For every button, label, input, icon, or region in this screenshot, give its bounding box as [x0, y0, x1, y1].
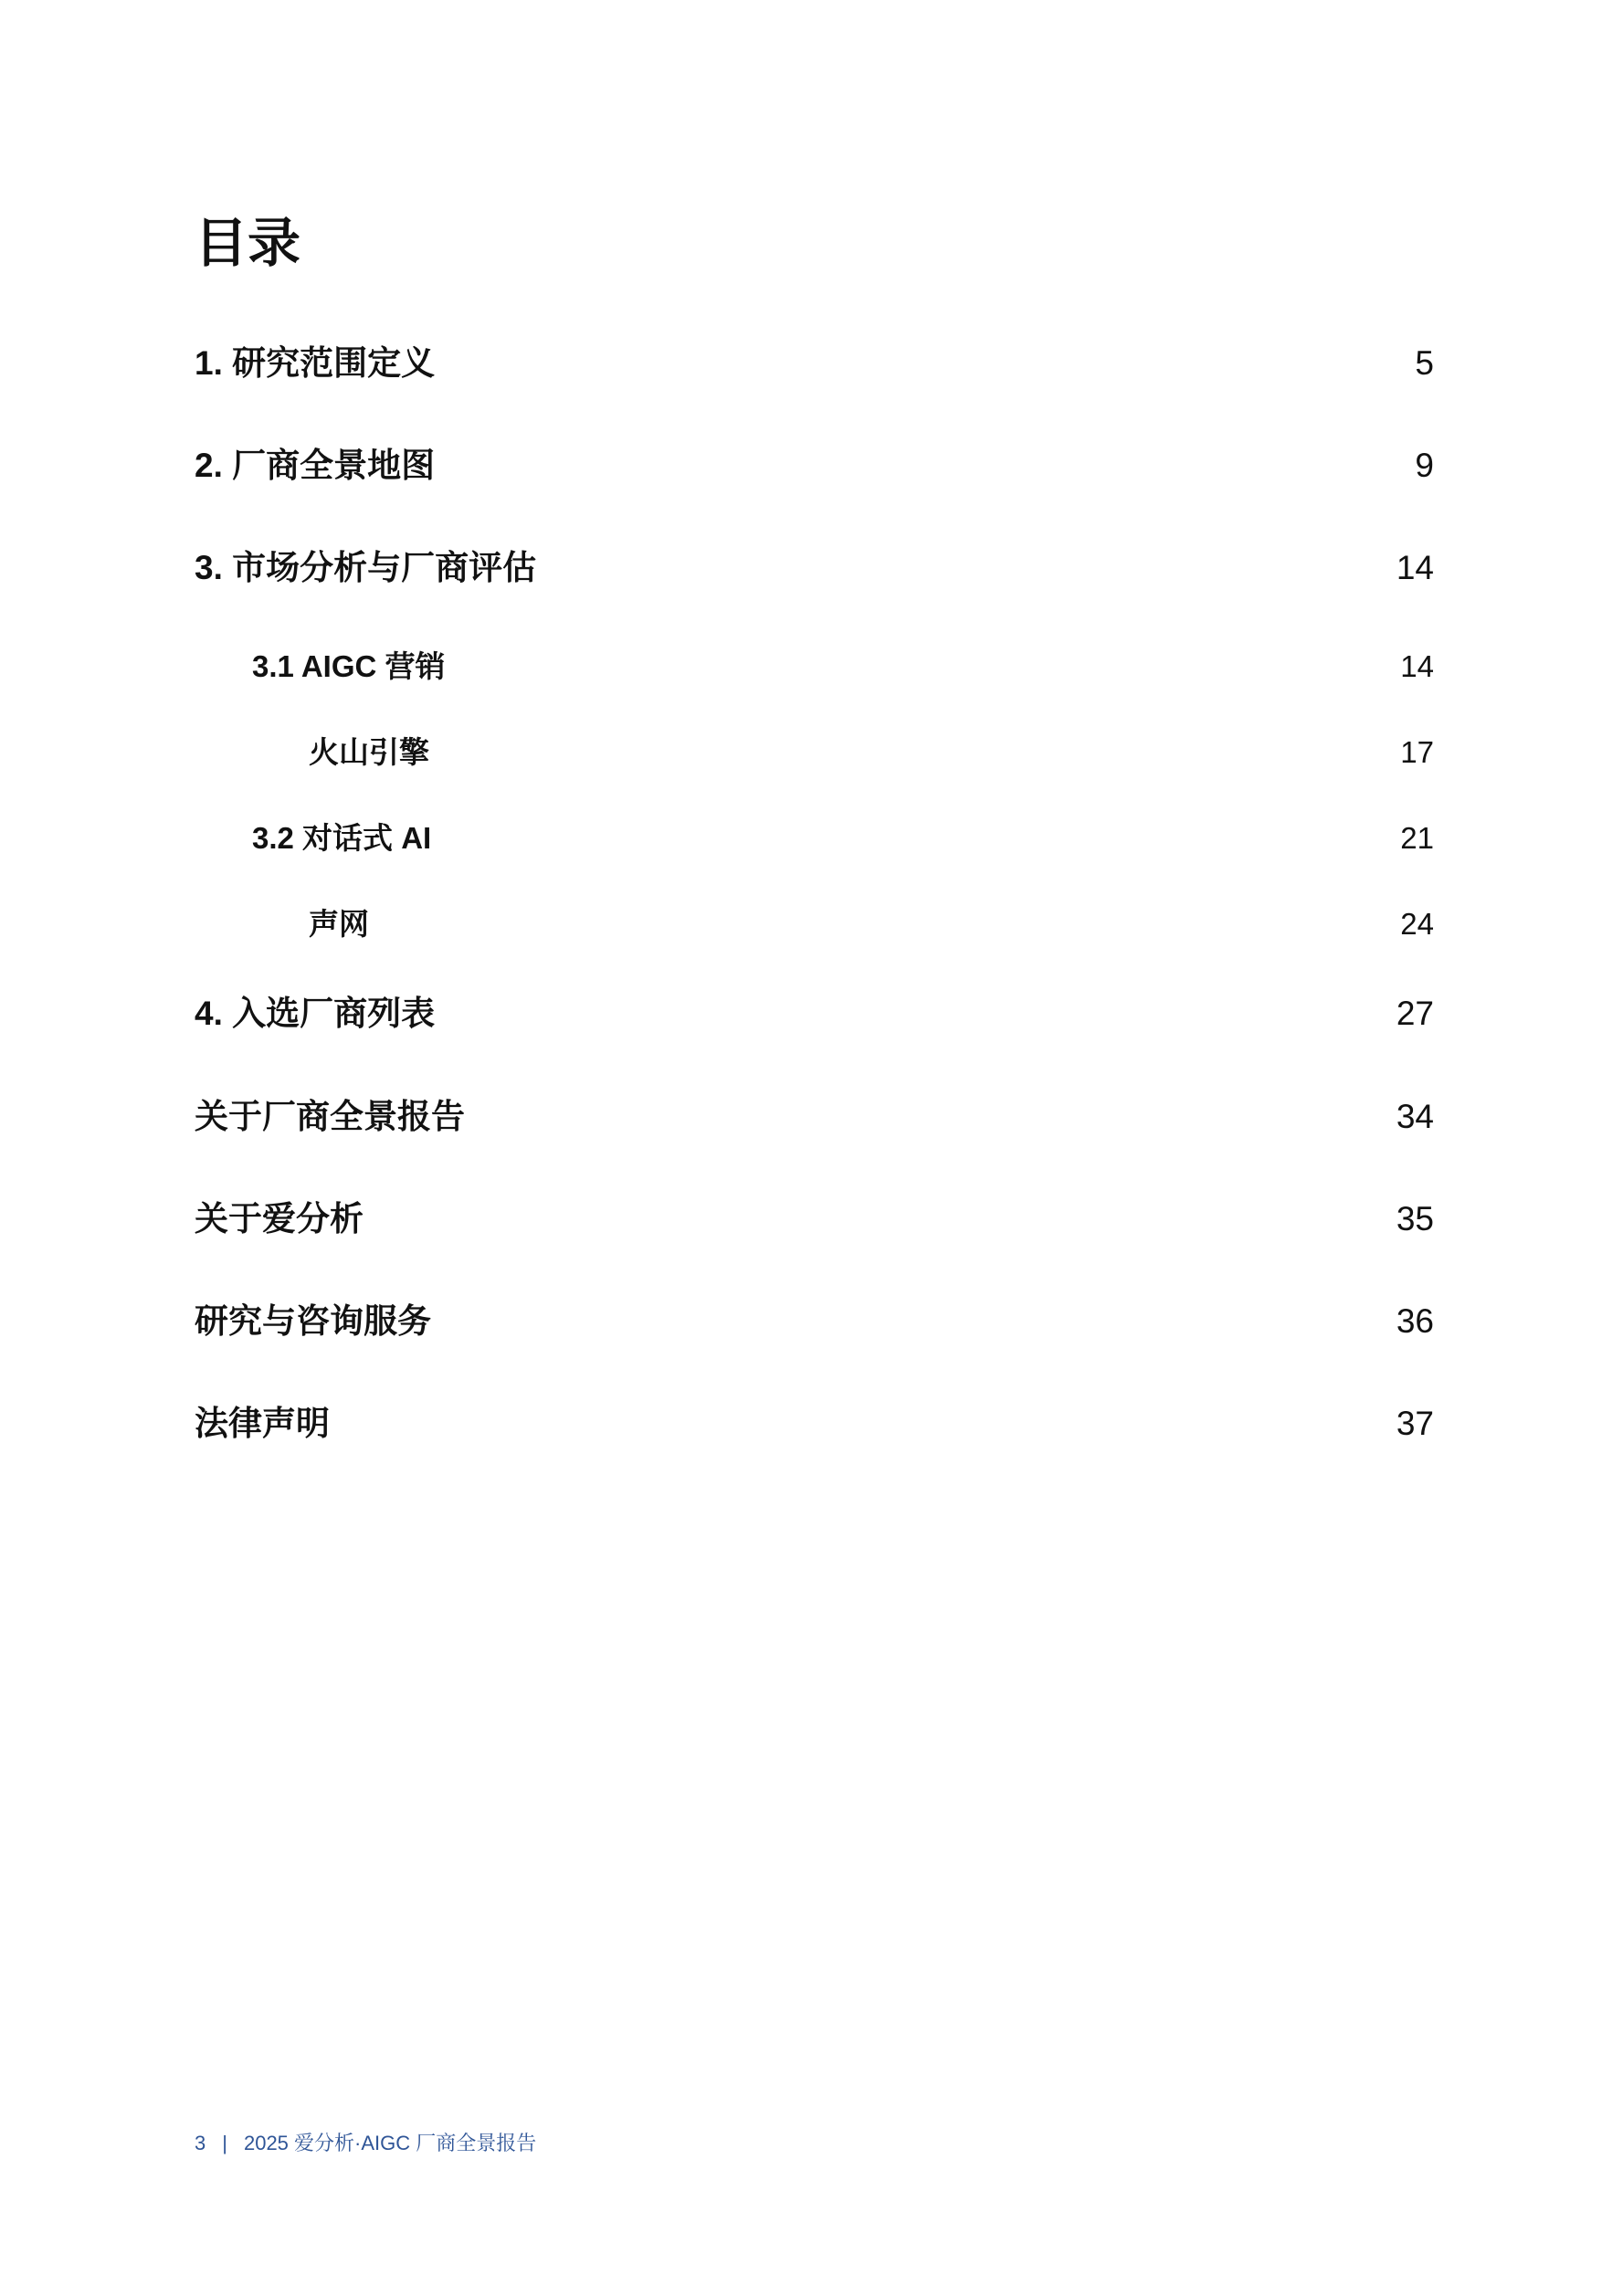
toc-entry-label: 3.2 对话式 AI	[252, 821, 432, 855]
toc-entry-about-report[interactable]	[0, 1090, 1623, 1144]
toc-entry-research-scope[interactable]	[0, 336, 1623, 391]
toc-entry-label: 法律声明	[195, 1405, 330, 1442]
toc-entry-page: 27	[1396, 995, 1434, 1032]
toc-entry-about-ifenxi[interactable]	[0, 1192, 1623, 1247]
toc-entry-page: 17	[1400, 735, 1434, 769]
toc-entry-label: 3.1 AIGC 营销	[252, 649, 446, 683]
toc-entry-page: 35	[1396, 1200, 1434, 1238]
toc-entry-selected-vendors[interactable]	[0, 986, 1623, 1041]
toc-entry-page: 14	[1396, 549, 1434, 586]
page-title: 目录	[195, 214, 301, 273]
toc-entry-legal-notice[interactable]	[0, 1396, 1623, 1451]
toc-entry-aigc-marketing[interactable]	[0, 639, 1623, 694]
toc-entry-label: 关于厂商全景报告	[195, 1098, 465, 1135]
toc-entry-label: 研究与咨询服务	[195, 1302, 431, 1340]
toc-entry-page: 9	[1415, 447, 1434, 484]
footer-report-title: 2025 爱分析·AIGC 厂商全景报告	[243, 2132, 537, 2154]
footer-separator: |	[222, 2132, 227, 2154]
toc-entry-conversational-ai[interactable]	[0, 811, 1623, 866]
page-footer	[195, 2128, 536, 2156]
toc-entry-agora[interactable]	[0, 897, 1623, 952]
toc-entry-page: 37	[1396, 1405, 1434, 1442]
toc-entry-page: 21	[1400, 821, 1434, 855]
toc-entry-label: 2. 厂商全景地图	[195, 447, 436, 484]
toc-entry-label: 3. 市场分析与厂商评估	[195, 549, 537, 586]
toc-entry-page: 14	[1400, 649, 1434, 683]
footer-page-number: 3	[195, 2132, 206, 2154]
toc-entry-page: 5	[1415, 344, 1434, 382]
toc-entry-page: 34	[1396, 1098, 1434, 1135]
toc-entry-research-consulting[interactable]	[0, 1294, 1623, 1349]
toc-entry-volcano-engine[interactable]	[0, 725, 1623, 780]
toc-entry-label: 声网	[309, 907, 369, 941]
toc-entry-page: 24	[1400, 907, 1434, 941]
toc-entry-market-analysis[interactable]	[0, 541, 1623, 595]
toc-entry-vendor-map[interactable]	[0, 438, 1623, 493]
toc-entry-label: 1. 研究范围定义	[195, 344, 436, 382]
toc-entry-page: 36	[1396, 1302, 1434, 1340]
toc-entry-label: 火山引擎	[309, 735, 429, 769]
toc-entry-label: 关于爱分析	[195, 1200, 364, 1238]
toc-entry-label: 4. 入选厂商列表	[195, 995, 436, 1032]
